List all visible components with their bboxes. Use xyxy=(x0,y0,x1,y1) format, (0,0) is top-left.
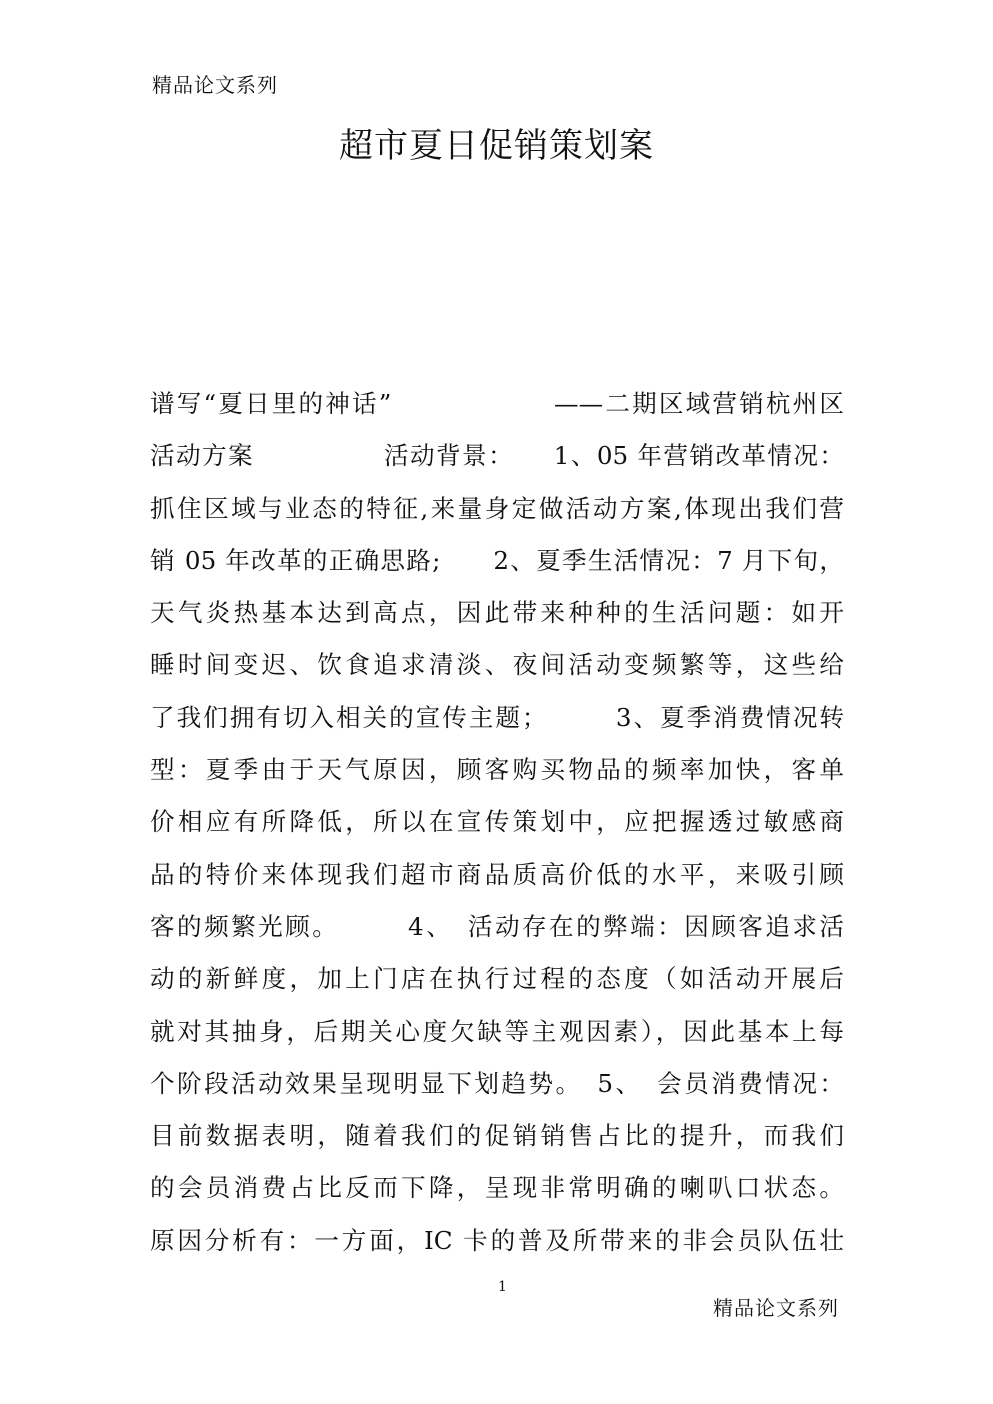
body-line: 客的频繁光顾。 4、 活动存在的弊端：因顾客追求活 xyxy=(150,911,844,941)
body-line: 的会员消费占比反而下降，呈现非常明确的喇叭口状态。 xyxy=(150,1173,844,1203)
body-line: 抓住区域与业态的特征,来量身定做活动方案,体现出我们营 xyxy=(150,493,844,523)
body-line: 销 05 年改革的正确思路; 2、夏季生活情况：7 月下旬， xyxy=(150,545,844,575)
body-line: 就对其抽身，后期关心度欠缺等主观因素），因此基本上每 xyxy=(150,1016,844,1046)
body-line: 价相应有所降低，所以在宣传策划中，应把握透过敏感商 xyxy=(150,807,844,837)
body-line: 原因分析有：一方面，IC 卡的普及所带来的非会员队伍壮 xyxy=(150,1225,844,1255)
body-line: 个阶段活动效果呈现明显下划趋势。 5、 会员消费情况： xyxy=(150,1068,844,1098)
body-line: 动的新鲜度，加上门店在执行过程的态度（如活动开展后 xyxy=(150,964,844,994)
body-line: 品的特价来体现我们超市商品质高价低的水平，来吸引顾 xyxy=(150,859,844,889)
document-body xyxy=(150,378,844,1267)
body-line: 活动方案 活动背景： 1、05 年营销改革情况： xyxy=(150,441,844,471)
body-line: 睡时间变迟、饮食追求清淡、夜间活动变频繁等，这些给 xyxy=(150,650,844,680)
body-line: 了我们拥有切入相关的宣传主题； 3、夏季消费情况转 xyxy=(150,702,844,732)
body-line: 天气炎热基本达到高点，因此带来种种的生活问题：如开 xyxy=(150,598,844,628)
document-title: 超市夏日促销策划案 xyxy=(339,126,654,166)
body-line: 目前数据表明，随着我们的促销销售占比的提升，而我们 xyxy=(150,1121,844,1151)
body-line: 谱写“夏日里的神话” ——二期区域营销杭州区 xyxy=(150,389,844,418)
body-line: 型：夏季由于天气原因，顾客购买物品的频率加快，客单 xyxy=(150,755,844,785)
page-number: 1 xyxy=(498,1279,507,1295)
header-series-label: 精品论文系列 xyxy=(152,73,278,97)
footer-series-label: 精品论文系列 xyxy=(713,1296,839,1320)
